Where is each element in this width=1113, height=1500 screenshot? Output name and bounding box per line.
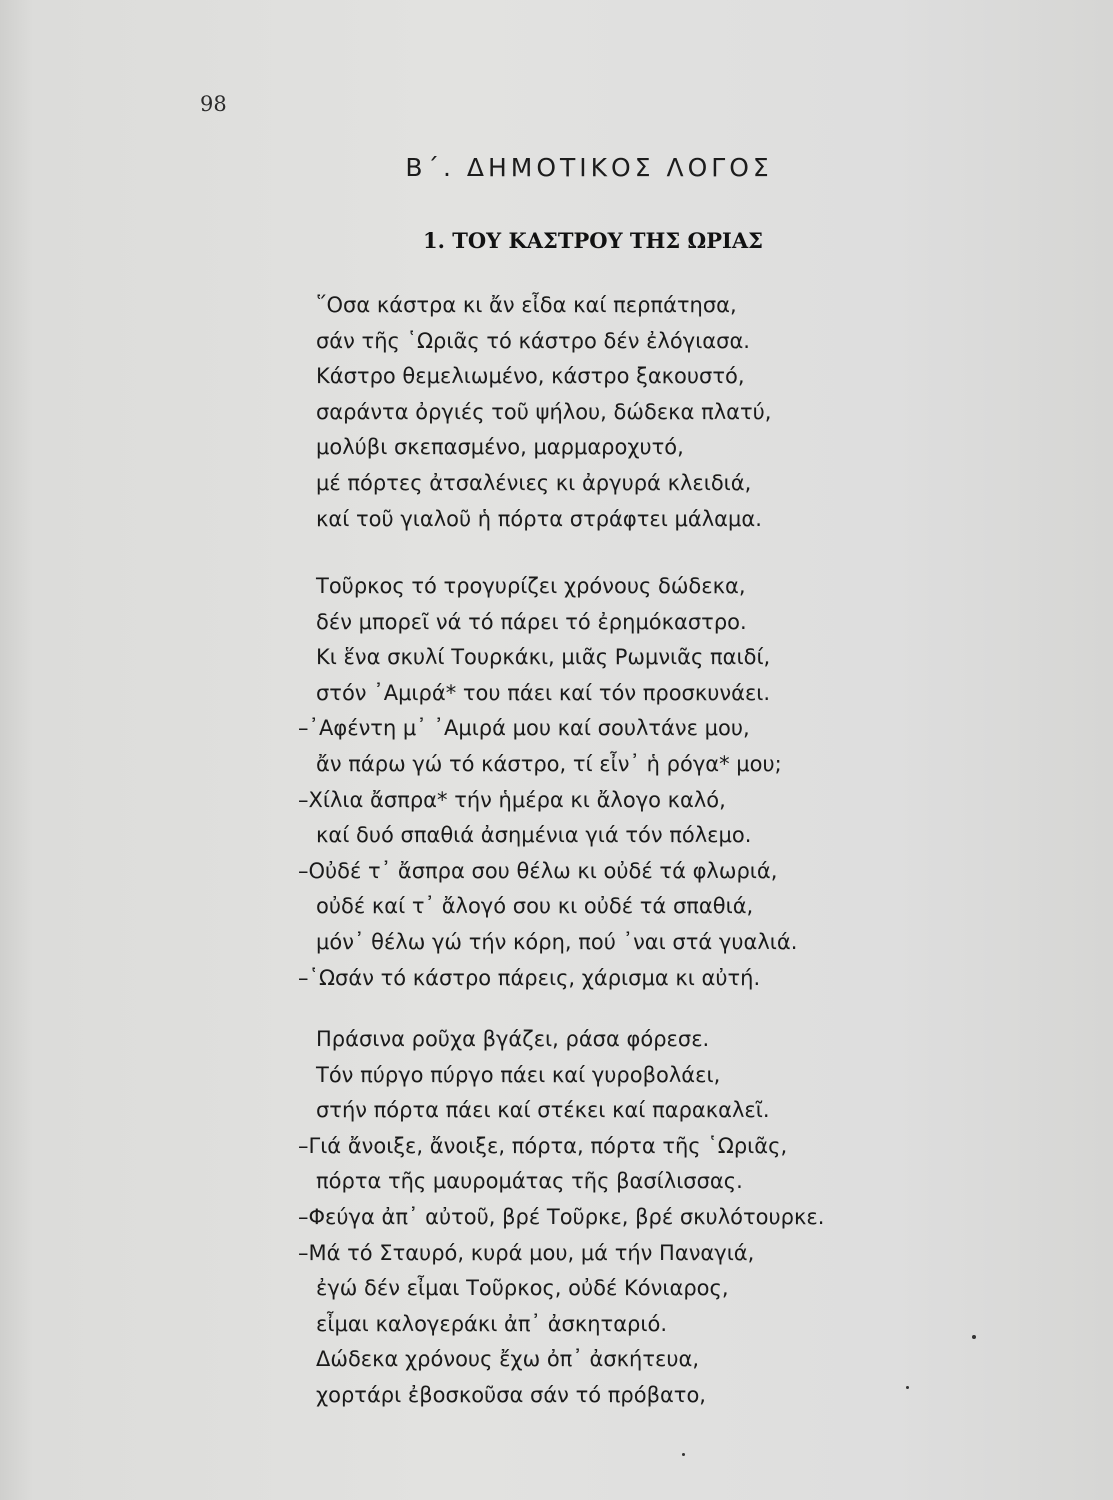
poem-line: ἄν πάρω γώ τό κάστρο, τί εἶν᾽ ἡ ρόγα* μου; <box>316 752 782 776</box>
poem-line: –Φεύγα ἀπ᾽ αὐτοῦ, βρέ Τοῦρκε, βρέ σκυλότουρκε. <box>298 1205 825 1229</box>
poem-line: στήν πόρτα πάει καί στέκει καί παρακαλεῖ. <box>316 1098 770 1123</box>
poem-line: δέν μπορεῖ νά τό πάρει τό ἐρημόκαστρο. <box>316 609 747 634</box>
poem-line: Κάστρο θεμελιωμένο, κάστρο ξακουστό, <box>316 364 745 389</box>
ink-speck <box>682 1453 685 1456</box>
poem-line: Τόν πύργο πύργο πάει καί γυροβολάει, <box>316 1062 721 1087</box>
poem-line: εἶμαι καλογεράκι ἀπ᾽ ἀσκηταριό. <box>316 1311 667 1336</box>
section-title: Β΄. ΔΗΜΟΤΙΚΟΣ ΛΟΓΟΣ <box>405 153 773 182</box>
poem-line: –Οὐδέ τ᾽ ἄσπρα σου θέλω κι οὐδέ τά φλωριά, <box>298 858 778 883</box>
poem-line: καί τοῦ γιαλοῦ ἡ πόρτα στράφτει μάλαμα. <box>316 506 762 531</box>
poem-line: μολύβι σκεπασμένο, μαρμαροχυτό, <box>316 435 684 460</box>
poem-line: –Χίλια ἄσπρα* τήν ἡμέρα κι ἄλογο καλό, <box>298 787 726 812</box>
poem-line: Κι ἕνα σκυλί Τουρκάκι, μιᾶς Ρωμνιᾶς παιδί, <box>316 645 771 670</box>
poem-line: Πράσινα ροῦχα βγάζει, ράσα φόρεσε. <box>316 1027 710 1051</box>
poem-line: –῾Ωσάν τό κάστρο πάρεις, χάρισμα κι αὐτή. <box>298 965 761 990</box>
poem-line: ἐγώ δέν εἶμαι Τοῦρκος, οὐδέ Κόνιαρος, <box>316 1276 729 1301</box>
poem-line: οὐδέ καί τ᾽ ἄλογό σου κι οὐδέ τά σπαθιά, <box>316 894 754 919</box>
page-number: 98 <box>200 92 227 116</box>
poem-line: σαράντα ὀργιές τοῦ ψήλου, δώδεκα πλατύ, <box>316 399 772 424</box>
ink-speck <box>906 1386 909 1389</box>
poem-line: πόρτα τῆς μαυρομάτας τῆς βασίλισσας. <box>316 1169 743 1194</box>
poem-line: ῞Οσα κάστρα κι ἄν εἶδα καί περπάτησα, <box>316 293 737 317</box>
poem-line: –Μά τό Σταυρό, κυρά μου, μά τήν Παναγιά, <box>298 1240 755 1265</box>
poem-line: μέ πόρτες ἀτσαλένιες κι ἀργυρά κλειδιά, <box>316 471 752 495</box>
poem-line: μόν᾽ θέλω γώ τήν κόρη, πού ᾽ναι στά γυαλιά. <box>316 930 798 954</box>
poem-line: –Γιά ἄνοιξε, ἄνοιξε, πόρτα, πόρτα τῆς ῾Ωριᾶς, <box>298 1133 788 1158</box>
poem-line: Τοῦρκος τό τρογυρίζει χρόνους δώδεκα, <box>316 574 746 598</box>
poem-line: Δώδεκα χρόνους ἔχω ὀπ᾽ ἀσκήτευα, <box>316 1347 699 1372</box>
ink-speck <box>972 1335 976 1339</box>
poem-line: –᾽Αφέντη μ᾽ ᾽Αμιρά μου καί σουλτάνε μου, <box>298 716 750 741</box>
poem-line: στόν ᾽Αμιρά* του πάει καί τόν προσκυνάει. <box>316 680 771 705</box>
poem-line: χορτάρι ἐβοσκοῦσα σάν τό πρόβατο, <box>316 1383 706 1407</box>
poem-line: σάν τῆς ῾Ωριᾶς τό κάστρο δέν ἐλόγιασα. <box>316 328 750 353</box>
poem-title: 1. ΤΟΥ ΚΑΣΤΡΟΥ ΤΗΣ ΩΡΙΑΣ <box>423 228 763 253</box>
poem-line: καί δυό σπαθιά ἀσημένια γιά τόν πόλεμο. <box>316 823 752 848</box>
